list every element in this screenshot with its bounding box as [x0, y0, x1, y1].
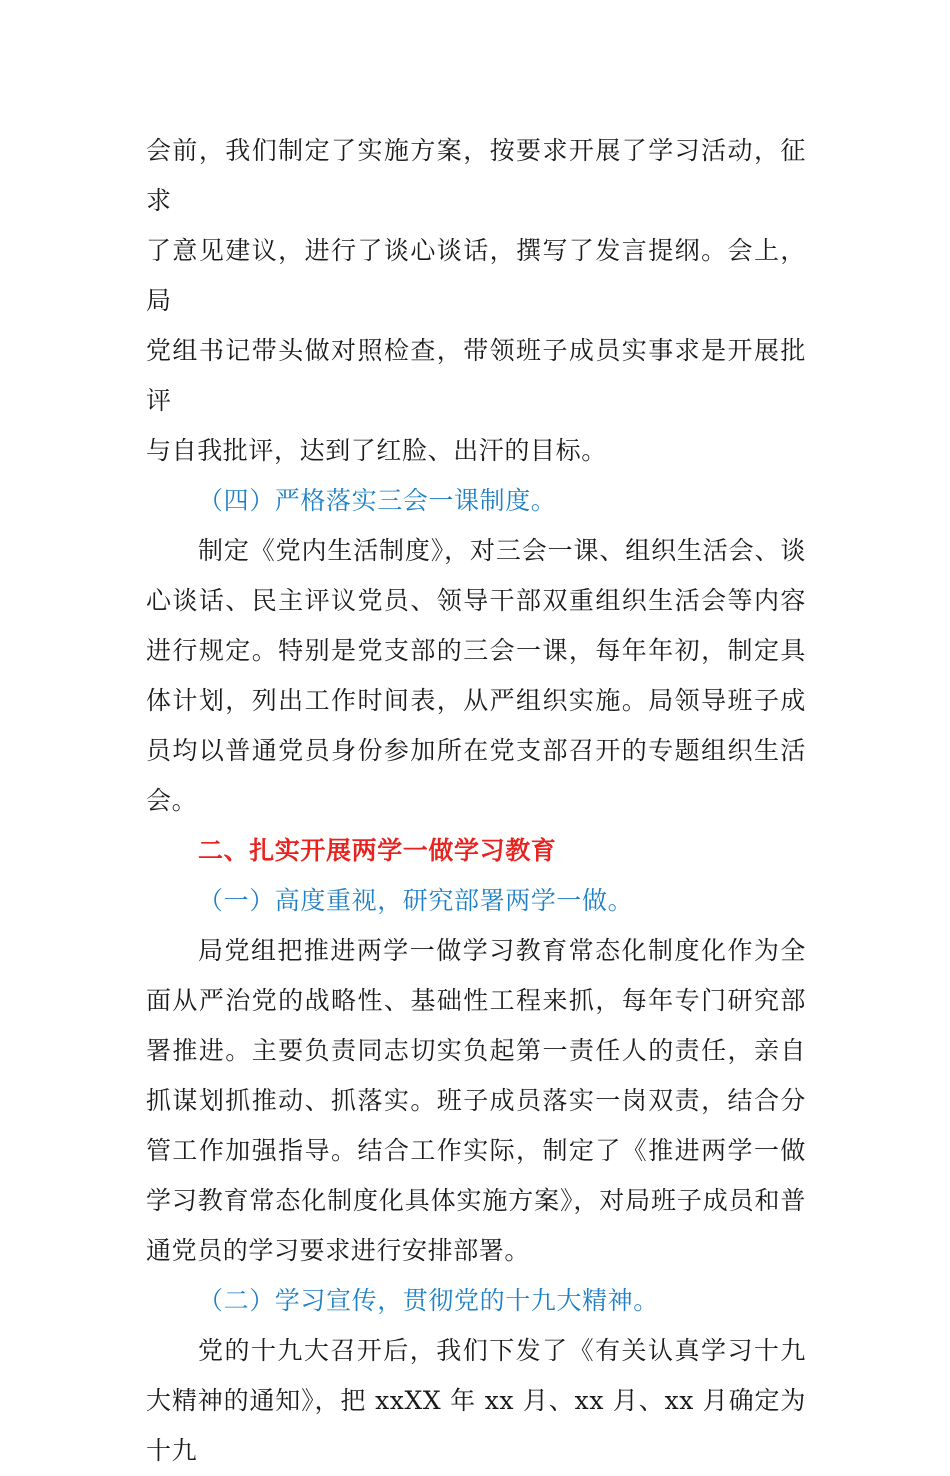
document-body [146, 126, 806, 1476]
paragraph-party-group-promotion: 局党组把推进两学一做学习教育常态化制度化作为全面从严治党的战略性、基础性工程来抓，每年专门研究部署推进。主要负责同志切实负起第一责任人的责任，亲自抓谋划抓推动、抓落实。班子成员落实一岗双责，结合分管工作加强指导。结合工作实际，制定了《推进两学一做学习教育常态化制度化具体实施方案》，对局班子成员和普通党员的学习要求进行安排部署。 [146, 936, 806, 1265]
text-line: 了意见建议，进行了谈心谈话，撰写了发言提纲。会上，局 [146, 236, 806, 315]
paragraph-nineteenth-congress-study: 党的十九大召开后，我们下发了《有关认真学习十九大精神的通知》，把 xxXX 年 xx 月、xx 月、xx 月确定为十九 [146, 1336, 806, 1465]
text-line: 党组书记带头做对照检查，带领班子成员实事求是开展批评 [146, 336, 806, 415]
paragraph-meeting-preparation [146, 126, 806, 476]
section-heading-two-studies-one-action: 二、扎实开展两学一做学习教育 [198, 836, 557, 865]
text-line: 与自我批评，达到了红脸、出汗的目标。 [146, 436, 607, 465]
subheading-study-publicity: （二）学习宣传，贯彻党的十九大精神。 [198, 1286, 659, 1315]
subheading-three-meetings-one-lesson: （四）严格落实三会一课制度。 [198, 486, 557, 515]
paragraph-party-life-system: 制定《党内生活制度》，对三会一课、组织生活会、谈心谈话、民主评议党员、领导干部双重组织生活会等内容进行规定。特别是党支部的三会一课，每年年初，制定具体计划，列出工作时间表，从严组织实施。局领导班子成员均以普通党员身份参加所在党支部召开的专题组织生活会。 [146, 536, 806, 815]
subheading-high-priority-deployment: （一）高度重视，研究部署两学一做。 [198, 886, 634, 915]
text-line: 会前，我们制定了实施方案，按要求开展了学习活动，征求 [146, 136, 806, 215]
